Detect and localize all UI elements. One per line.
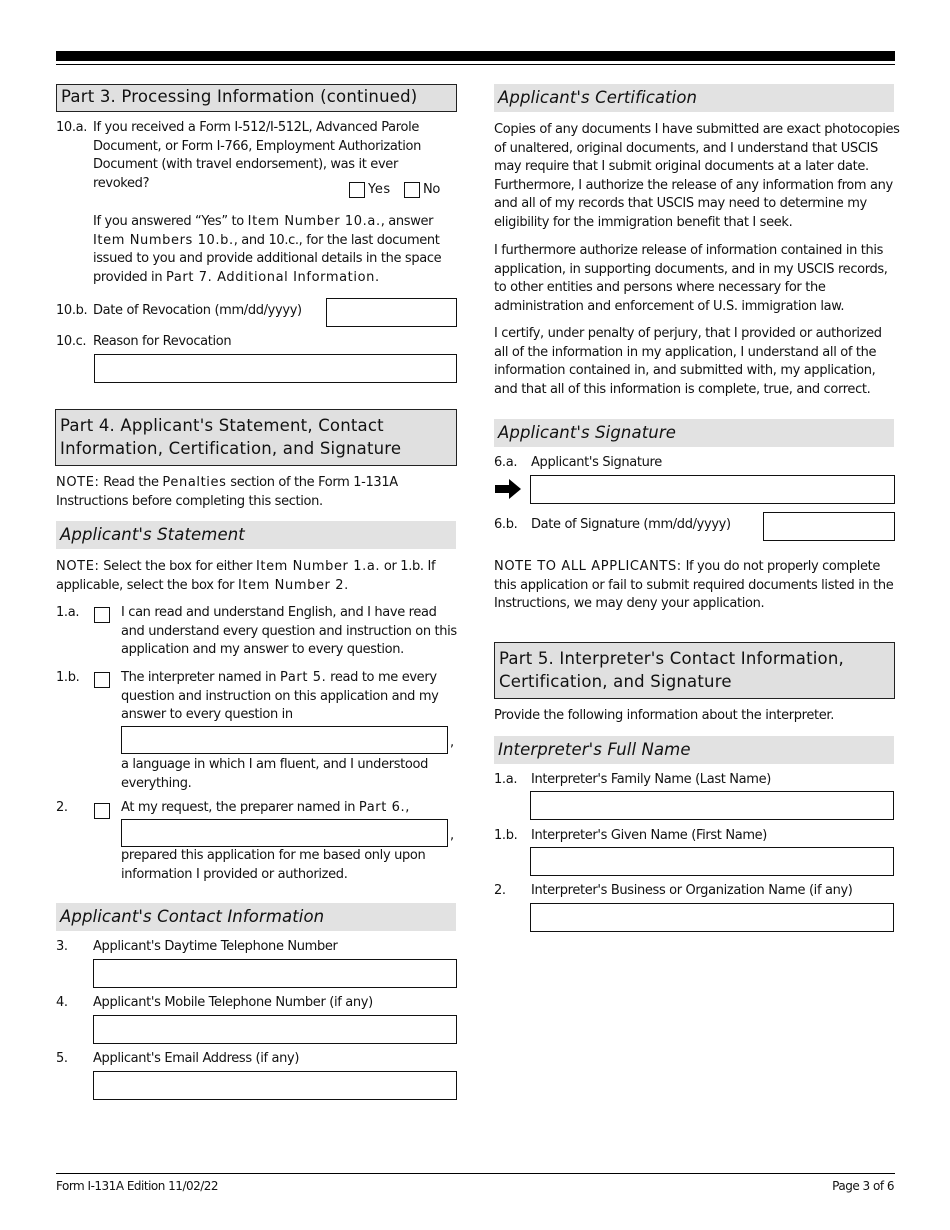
statement-text: , xyxy=(405,800,410,815)
certification-paragraph-2: I furthermore authorize release of information contained in this application, in supporting documents, and in my USCIS records, to other entities and persons where necessary for the administration and enforcement of U.S. immigration law. xyxy=(494,243,888,314)
statement-1b-number: 1.b. xyxy=(56,670,80,685)
penalties-reference: Penalties xyxy=(162,475,227,490)
q10a-no-label: No xyxy=(423,182,440,197)
statement-text: At my request, the preparer named in xyxy=(121,800,359,815)
q10c-number: 10.c. xyxy=(56,334,87,349)
contact-5-number: 5. xyxy=(56,1051,68,1066)
item-reference: Item Number 1.a. xyxy=(255,559,381,574)
part5-intro: Provide the following information about the interpreter. xyxy=(494,708,835,723)
statement-text: The interpreter named in xyxy=(121,670,280,685)
q10a-number: 10.a. xyxy=(56,120,88,135)
statement-1b-checkbox[interactable] xyxy=(94,672,110,688)
comma: , xyxy=(450,828,454,843)
note-text: section of the Form 1-131A Instructions before completing this section. xyxy=(56,475,398,509)
interpreter-organization-label: Interpreter's Business or Organization Name (if any) xyxy=(531,883,853,898)
form-edition: Form I-131A Edition 11/02/22 xyxy=(56,1179,219,1193)
statement-2-number: 2. xyxy=(56,800,68,815)
email-input[interactable] xyxy=(93,1071,457,1100)
signature-header: Applicant's Signature xyxy=(494,419,894,447)
instructions-text: , and 10.c., for the last document issued to you and provide additional details in the space provided in xyxy=(93,232,442,285)
certification-paragraph-1: Copies of any documents I have submitted are exact photocopies of unaltered, original documents, and I understand that USCIS may require that I submit original documents at a later date. Furthermore, I authorize the release of any information from any and all of my records that USCIS may need to determine my eligibility for the immigration benefit that I seek. xyxy=(494,122,900,230)
interpreter-family-name-label: Interpreter's Family Name (Last Name) xyxy=(531,772,771,787)
part-reference: Part 5. xyxy=(279,670,327,685)
interpreter-1a-number: 1.a. xyxy=(494,772,518,787)
certification-paragraph-3: I certify, under penalty of perjury, that I provided or authorized all of the information in my application, I understand all of the information contained in, and submitted with, my application, and that all of this information is complete, true, and correct. xyxy=(494,326,882,397)
part-reference: Part 7. Additional Information xyxy=(166,269,375,285)
header-thin-rule xyxy=(56,64,895,65)
preparer-input[interactable] xyxy=(121,819,448,847)
signature-date-input[interactable] xyxy=(763,512,895,541)
interpreter-organization-input[interactable] xyxy=(530,903,894,932)
certification-header: Applicant's Certification xyxy=(494,84,894,112)
statement-note xyxy=(56,558,456,595)
interpreter-full-name-header: Interpreter's Full Name xyxy=(494,736,894,764)
q10a-no-checkbox[interactable] xyxy=(404,182,420,198)
statement-1a-checkbox[interactable] xyxy=(94,607,110,623)
daytime-phone-label: Applicant's Daytime Telephone Number xyxy=(93,939,338,954)
signature-label: Applicant's Signature xyxy=(531,455,662,470)
note-text: Select the box for either xyxy=(99,559,256,574)
revocation-date-input[interactable] xyxy=(326,298,457,327)
statement-2-text xyxy=(121,799,451,818)
header-thick-rule xyxy=(56,51,895,61)
contact-3-number: 3. xyxy=(56,939,68,954)
mobile-phone-label: Applicant's Mobile Telephone Number (if any) xyxy=(93,995,373,1010)
part5-header: Part 5. Interpreter's Contact Information, Certification, and Signature xyxy=(494,642,895,699)
contact-info-header: Applicant's Contact Information xyxy=(56,903,456,931)
q10a-yes-checkbox[interactable] xyxy=(349,182,365,198)
item-reference: Item Number 2 xyxy=(237,577,345,593)
part3-header: Part 3. Processing Information (continued) xyxy=(56,84,457,112)
interpreter-given-name-input[interactable] xyxy=(530,847,894,876)
statement-1b-text-after: a language in which I am fluent, and I understood everything. xyxy=(121,757,429,791)
arrow-right-icon xyxy=(495,479,521,499)
note-prefix: NOTE TO ALL APPLICANTS: xyxy=(494,559,682,574)
email-label: Applicant's Email Address (if any) xyxy=(93,1051,300,1066)
mobile-phone-input[interactable] xyxy=(93,1015,457,1044)
contact-4-number: 4. xyxy=(56,995,68,1010)
part4-note xyxy=(56,474,456,511)
interpreter-given-name-label: Interpreter's Given Name (First Name) xyxy=(531,828,768,843)
comma: , xyxy=(450,735,454,750)
interpreter-1b-number: 1.b. xyxy=(494,828,518,843)
daytime-phone-input[interactable] xyxy=(93,959,457,988)
instructions-text: . xyxy=(374,269,379,285)
note-text: If you do not properly complete this application or fail to submit required documents listed in the Instructions, we may deny your application. xyxy=(494,559,894,612)
note-to-all-applicants xyxy=(494,558,899,614)
instructions-text: If you answered “Yes” to xyxy=(93,214,248,229)
q10b-number: 10.b. xyxy=(56,303,88,318)
interpreter-2-number: 2. xyxy=(494,883,506,898)
note-text: Read the xyxy=(99,475,163,490)
part-reference: Part 6. xyxy=(358,800,406,815)
q10a-yes-label: Yes xyxy=(368,182,391,197)
statement-1a-number: 1.a. xyxy=(56,605,80,620)
interpreter-family-name-input[interactable] xyxy=(530,791,894,820)
item-reference: Item Numbers 10.b. xyxy=(93,232,234,248)
statement-2-text-after: prepared this application for me based only upon information I provided or authorized. xyxy=(121,848,426,882)
signature-input[interactable] xyxy=(530,475,895,504)
statement-1a-text: I can read and understand English, and I have read and understand every question and instruction on this application and my answer to every question. xyxy=(121,605,457,658)
note-text: or 1.b. If applicable, select the box for xyxy=(56,559,436,593)
instructions-text: , answer xyxy=(380,214,434,229)
q10a-question: If you received a Form I-512/I-512L, Advanced Parole Document, or Form I-766, Employment Authorization Document (with travel endorsement), was it ever revoked? xyxy=(93,120,421,191)
footer-rule xyxy=(56,1173,895,1174)
note-prefix: NOTE: xyxy=(56,475,100,490)
note-text: . xyxy=(344,577,348,593)
statement-text: read to me every question and instruction on this application and my answer to every question in xyxy=(121,670,439,723)
revocation-reason-input[interactable] xyxy=(94,354,457,383)
language-input[interactable] xyxy=(121,726,448,754)
item-reference: Item Number 10.a. xyxy=(247,214,381,229)
signature-date-label: Date of Signature (mm/dd/yyyy) xyxy=(531,517,731,532)
part4-header: Part 4. Applicant's Statement, Contact Information, Certification, and Signature xyxy=(55,409,457,466)
q10b-label: Date of Revocation (mm/dd/yyyy) xyxy=(93,303,302,318)
page-number: Page 3 of 6 xyxy=(832,1179,894,1193)
q10a-instructions xyxy=(93,213,455,287)
q10c-label: Reason for Revocation xyxy=(93,334,232,349)
statement-1b-text xyxy=(121,669,451,725)
signature-6b-number: 6.b. xyxy=(494,517,518,532)
applicant-statement-header: Applicant's Statement xyxy=(56,521,456,549)
statement-2-checkbox[interactable] xyxy=(94,803,110,819)
note-prefix: NOTE: xyxy=(56,559,100,574)
signature-6a-number: 6.a. xyxy=(494,455,518,470)
